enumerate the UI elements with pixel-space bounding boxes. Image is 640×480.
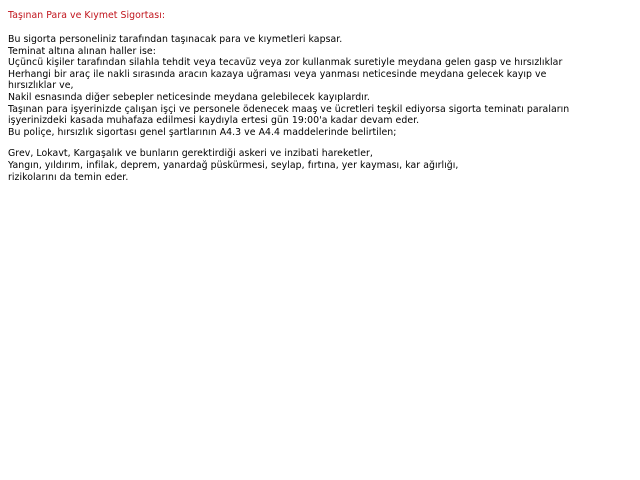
- text-line: hırsızlıklar ve,: [8, 80, 74, 92]
- text-line: Nakil esnasında diğer sebepler neticesinde meydana gelebilecek kayıplardır.: [8, 91, 370, 103]
- text-line: Yangın, yıldırım, infilak, deprem, yanardağ püskürmesi, seylap, fırtına, yer kayması, kar ağırlığı,: [8, 159, 459, 171]
- text-line: Herhangi bir araç ile nakli sırasında aracın kazaya uğraması veya yanması neticesinde meydana gelecek kayıp ve: [8, 68, 547, 80]
- text-line: Bu sigorta personeliniz tarafından taşınacak para ve kıymetleri kapsar.: [8, 34, 343, 45]
- paragraph-coverage: [8, 34, 632, 138]
- text-line: Üçüncü kişiler tarafından silahla tehdit veya tecavüz veya zor kullanmak suretiyle meydana gelen gasp ve hırsızlıklar: [8, 57, 563, 69]
- text-line: Bu poliçe, hırsızlık sigortası genel şartlarının A4.3 ve A4.4 maddelerinde belirtilen;: [8, 126, 397, 138]
- text-line: Teminat altına alınan haller ise:: [8, 45, 156, 57]
- text-line: Taşınan para işyerinizde çalışan işçi ve personele ödenecek maaş ve ücretleri teşkil ediyorsa sigorta teminatı paraların: [8, 103, 570, 115]
- document-title: Taşınan Para ve Kıymet Sigortası:: [8, 10, 166, 21]
- text-line: Grev, Lokavt, Kargaşalık ve bunların gerektirdiği askeri ve inzibati hareketler,: [8, 148, 373, 160]
- text-line: rizikolarını da temin eder.: [8, 171, 129, 183]
- paragraph-spacer: [8, 138, 632, 148]
- paragraph-risks: [8, 148, 632, 183]
- text-line: işyerinizdeki kasada muhafaza edilmesi kaydıyla ertesi gün 19:00'a kadar devam eder.: [8, 115, 420, 127]
